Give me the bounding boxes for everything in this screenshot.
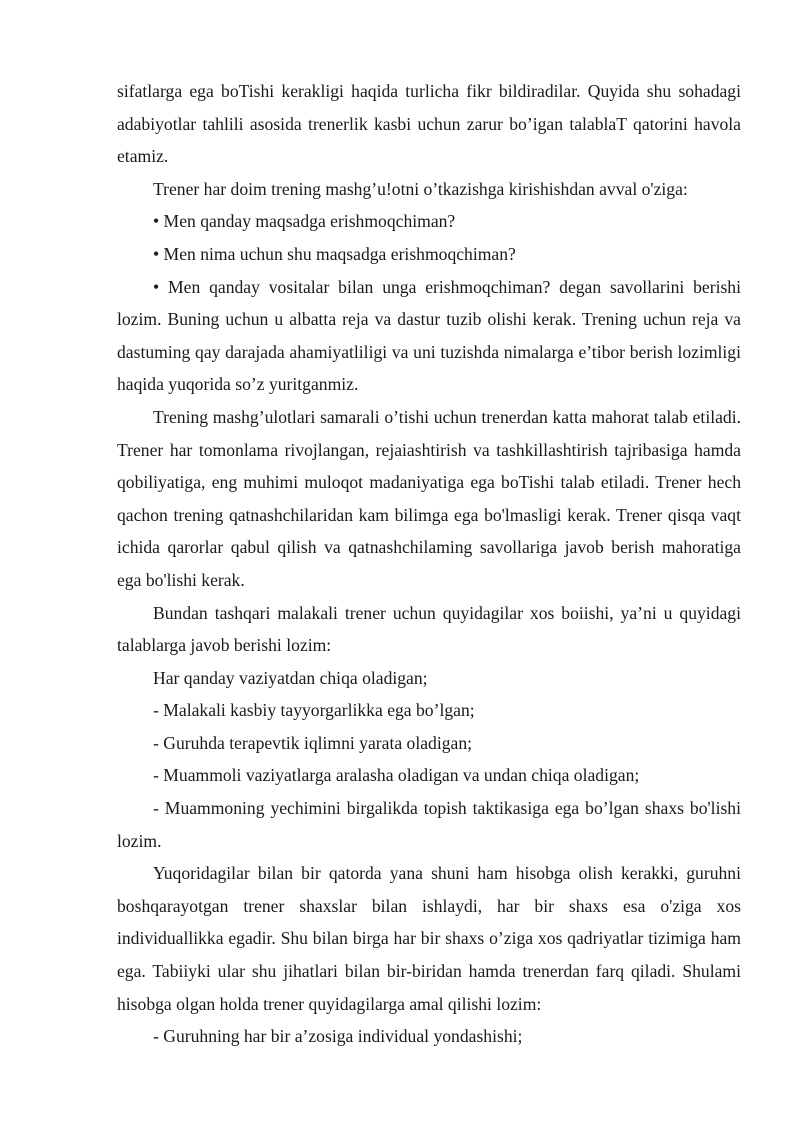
paragraph-5: Yuqoridagilar bilan bir qatorda yana shuni ham hisobga olish kerakki, guruhni boshqarayotgan trener shaxslar bilan ishlaydi, har bir shaxs esa o'ziga xos individuallikka egadir. Shu bilan birga har bir shaxs o’ziga xos qadriyatlar tizimiga ham ega. Tabiiyki ular shu jihatlari bilan bir-biridan hamda trenerdan farq qiladi. Shulami hisobga olgan holda trener quyidagilarga amal qilishi lozim: [117, 863, 741, 1014]
rule-item-1: - Guruhning har bir a’zosiga individual yondashishi; [153, 1026, 523, 1047]
paragraph-4: Bundan tashqari malakali trener uchun quyidagilar xos boiishi, ya’ni u quyidagi talablarga javob berishi lozim: [117, 602, 741, 656]
requirement-item-3: - Guruhda terapevtik iqlimni yarata oladigan; [153, 732, 473, 753]
bullet-item-1: • Men qanday maqsadga erishmoqchiman? [153, 211, 456, 232]
paragraph-1: sifatlarga ega boTishi kerakligi haqida turlicha fikr bildiradilar. Quyida shu sohadagi adabiyotlar tahlili asosida trenerlik kasbi uchun zarur bo’igan talablaT qatorini havola etamiz. [117, 81, 741, 167]
requirement-item-5: - Muammoning yechimini birgalikda topish taktikasiga ega bo’lgan shaxs bo'lishi lozim. [117, 798, 741, 851]
bullet-item-3: • Men qanday vositalar bilan unga erishmoqchiman? degan savollarini berishi lozim. Buning uchun u albatta reja va dastur tuzib olishi kerak. Trening uchun reja va dastuming qay darajada ahamiyatliligi va uni tuzishda nimalarga e’tibor berish lozimligi haqida yuqorida so’z yuritganmiz. [117, 276, 741, 395]
paragraph-2: Trener har doim trening mashg’u!otni o’tkazishga kirishishdan avval o'ziga: [153, 178, 688, 199]
paragraph-3: Trening mashg’ulotlari samarali o’tishi uchun trenerdan katta mahorat talab etiladi. Trener har tomonlama rivojlangan, rejaiashtirish va tashkillashtirish tajribasiga hamda qobiliyatiga, eng muhimi muloqot madaniyatiga ega boTishi talab etiladi. Trener hech qachon trening qatnashchilaridan kam bilimga ega bo'lmasligi kerak. Trener qisqa vaqt ichida qarorlar qabul qilish va qatnashchilaming savollariga javob berish mahoratiga ega bo'lishi kerak. [117, 406, 741, 590]
document-page [117, 75, 741, 1053]
requirement-item-2: - Malakali kasbiy tayyorgarlikka ega bo’lgan; [153, 700, 475, 721]
requirement-item-1: Har qanday vaziyatdan chiqa oladigan; [153, 667, 428, 688]
bullet-item-2: • Men nima uchun shu maqsadga erishmoqchiman? [153, 243, 516, 264]
requirement-item-4: - Muammoli vaziyatlarga aralasha oladigan va undan chiqa oladigan; [153, 765, 640, 786]
